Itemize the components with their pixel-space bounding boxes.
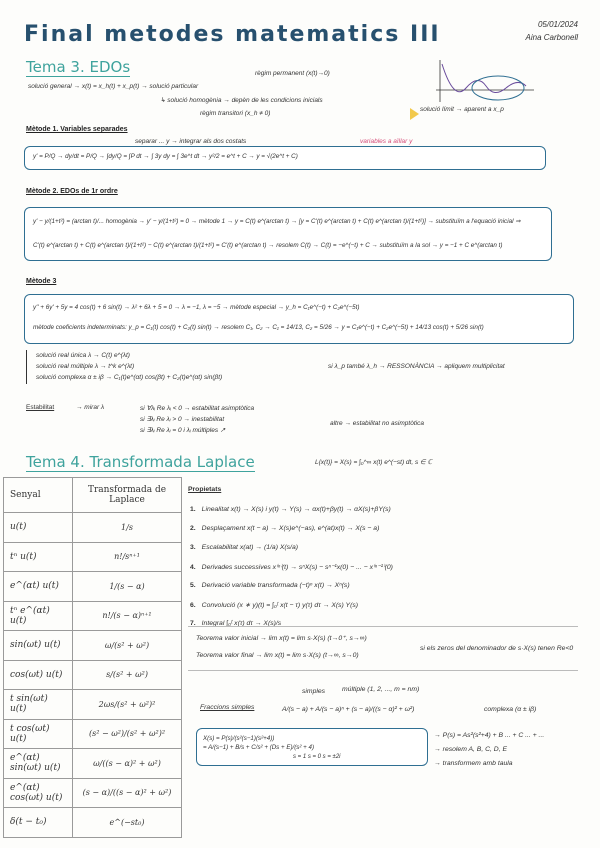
signal-cell: e^(αt) u(t) <box>4 572 73 602</box>
property-text: Escalabilitat x(at) → (1/a) X(s/a) <box>201 544 298 551</box>
page-title: Final metodes matematics III <box>24 22 441 47</box>
property-num: 7. <box>190 620 196 627</box>
table-row <box>4 631 182 661</box>
fraccions-complexa: complexa (α ± iβ) <box>484 706 537 713</box>
table-row <box>4 778 182 808</box>
fraction-lhs: X(s) = P(s)/(s²(s−1)(s²+4)) <box>203 735 275 742</box>
solucio-homogenia: ↳ solució homogènia → depèn de les condicions inicials <box>160 97 323 104</box>
header-transformada: Transformada de Laplace <box>73 478 182 513</box>
table-row <box>4 542 182 572</box>
method1-note2: variables a aïllar y <box>360 138 413 145</box>
method1-note: separar ... y → integrar als dos costats <box>135 138 247 145</box>
method3-label: Mètode 3 <box>26 278 57 285</box>
estab-case-3: si ∃λᵢ Re λᵢ = 0 i λᵢ múltiples ↗ <box>140 427 226 434</box>
teorema-final: Teorema valor final → lim x(t) = lim s·X(s) (t→∞, s→0) <box>196 652 359 659</box>
transform-cell: 1/(s − α) <box>73 572 182 602</box>
author: Aina Carbonell <box>525 33 578 42</box>
estab-case-2: si ∃λᵢ Re λᵢ > 0 → inestabilitat <box>140 416 225 423</box>
table-row <box>4 572 182 602</box>
property-num: 1. <box>190 506 196 513</box>
root-case-2: solució real múltiple λ → t^k e^(λt) <box>36 363 135 370</box>
table-row <box>4 660 182 690</box>
divider <box>188 670 578 671</box>
estabilitat-label: Estabilitat <box>26 404 55 411</box>
tema3-title <box>26 58 130 76</box>
root-case-1: solució real única λ → C(t) e^(λt) <box>36 352 130 359</box>
date: 05/01/2024 <box>537 20 578 29</box>
signal-cell: t sin(ωt) u(t) <box>4 690 73 720</box>
property-text: Linealitat x(t) → X(s) i y(t) → Y(s) → αx(t)+βy(t) → αX(s)+βY(s) <box>201 506 391 513</box>
method1-label: Mètode 1. Variables separades <box>26 126 128 133</box>
laplace-definition: L{x(t)} = X(s) = ∫₀^∞ x(t) e^(−st) dt, s ∈ ℂ <box>315 459 433 466</box>
property-text: Integral ∫₀ᵗ x(τ) dτ → X(s)/s <box>201 620 282 627</box>
signal-cell: e^(αt) cos(ωt) u(t) <box>4 778 73 808</box>
header-senyal: Senyal <box>4 478 73 513</box>
method2-label: Mètode 2. EDOs de 1r ordre <box>26 188 118 195</box>
fraccions-multiple: múltiple (1, 2, ..., m = nm) <box>342 686 420 693</box>
table-row <box>4 749 182 779</box>
method2-line2: C'(t) e^(arctan t) + C(t) e^(arctan t)/(1+t²) − C(t) e^(arctan t)/(1+t²) = C'(t) e^(arctan t) → resolem C(t) → C(t) = −e^(−t) + C → substituïm a la sol → y = −1 + C e^(arctan t) <box>33 242 503 249</box>
property-text: Desplaçament x(t − a) → X(s)e^(−as), e^(at)x(t) → X(s − a) <box>201 525 380 532</box>
fraction-rhs: = A/(s−1) + B/s + C/s² + (Ds + E)/(s² + 4) <box>203 744 315 751</box>
signal-cell: e^(αt) sin(ωt) u(t) <box>4 749 73 779</box>
fraction-denoms: s = 1 s = 0 s = ±2i <box>293 754 341 760</box>
signal-cell: cos(ωt) u(t) <box>4 660 73 690</box>
property-text: Derivació variable transformada (−t)ⁿ x(t) → Xⁿ(s) <box>201 582 350 589</box>
solucio-general: solució general → x(t) = x_h(t) + x_p(t) → solució particular <box>28 83 199 90</box>
table-row <box>4 513 182 543</box>
estabilitat-note: altre → estabilitat no asimptòtica <box>330 420 424 427</box>
signal-cell: u(t) <box>4 513 73 543</box>
table-row <box>4 690 182 720</box>
table-row <box>4 601 182 631</box>
signal-cell: δ(t − t₀) <box>4 808 73 838</box>
property-6 <box>190 601 358 609</box>
transform-cell: n!/sⁿ⁺¹ <box>73 542 182 572</box>
method3-line2: mètode coeficients indeterminats: y_p = C₁(t) cos(t) + C₂(t) sin(t) → resolem C₁, C₂ → C₁ = 14/13, C₂ = 5/26 → y = C₁e^(−t) + C₂e^(−5t) + 14/13 cos(t) + 5/26 sin(t) <box>33 324 484 331</box>
teorema-final-note: si els zeros del denominador de s·X(s) tenen Re<0 <box>420 645 574 652</box>
transform-cell: s/(s² + ω²) <box>73 660 182 690</box>
property-text: Convolució (x ∗ y)(t) = ∫₀ᵗ x(t − τ) y(τ) dτ → X(s) Y(s) <box>201 602 359 609</box>
laplace-table <box>3 477 182 838</box>
graph-note: solució límit → aparent a x_p <box>420 106 504 113</box>
property-5 <box>190 582 350 589</box>
tema3-title-text: Tema 3. EDOs <box>26 58 131 76</box>
table-row <box>4 719 182 749</box>
highlight-arrow-icon <box>410 108 419 120</box>
final-note-1: → P(s) = As²(s²+4) + B ... + C ... + ... <box>434 732 545 739</box>
signal-cell: tⁿ e^(αt) u(t) <box>4 601 73 631</box>
regim-permanent: règim permanent (x(t)→0) <box>255 70 330 77</box>
transform-cell: (s² − ω²)/(s² + ω²)² <box>73 719 182 749</box>
fraccions-simple: simples <box>302 688 326 695</box>
transform-cell: ω/((s − α)² + ω²) <box>73 749 182 779</box>
signal-cell: tⁿ u(t) <box>4 542 73 572</box>
table-row <box>4 808 182 838</box>
resonance-note: si λ_p també λ_h → RESSONÀNCIA → apliquem multiplicitat <box>328 363 505 370</box>
divider <box>188 626 578 627</box>
method2-line1: y' − y/(1+t²) = (arctan t)/... homogènia → y' − y/(1+t²) = 0 → mètode 1 → y = C(t) e^(arctan t) → [y = C'(t) e^(arctan t) + C(t) e^(arctan t)/(1+t²)] → substituïm a l'equació inicial ⇒ <box>33 218 521 225</box>
transform-cell: e^(−st₀) <box>73 808 182 838</box>
fraccions-label: Fraccions simples <box>200 704 255 711</box>
method1-box <box>24 146 546 170</box>
property-text: Derivades successives x⁽ⁿ⁾(t) → sⁿX(s) − sⁿ⁻¹x(0) − ... − x⁽ⁿ⁻¹⁾(0) <box>201 564 393 571</box>
fraccions-terms: A/(s − a) + A/(s − a)ⁿ + (s − a)/((s − α)² + ω²) <box>282 706 415 713</box>
regim-transitori: règim transitori (x_h ≠ 0) <box>200 110 271 117</box>
tema4-title <box>26 453 255 471</box>
table-header-row <box>4 478 182 513</box>
method1-equation: y' = P/Q → dy/dt = P/Q → ∫dy/Q = ∫P dt → ∫ 3y dy = ∫ 3e^t dt → y²/2 = e^t + C → y = √(2e^t + C) <box>33 153 298 160</box>
estabilitat-lead: → mirar λ <box>76 404 105 411</box>
transform-cell: ω/(s² + ω²) <box>73 631 182 661</box>
fraccions-example-box <box>196 728 428 766</box>
final-note-3: → transformem amb taula <box>434 760 513 767</box>
property-num: 6. <box>190 602 196 609</box>
final-note-2: → resolem A, B, C, D, E <box>434 746 508 753</box>
transform-cell: 1/s <box>73 513 182 543</box>
method3-box <box>24 294 574 344</box>
property-num: 5. <box>190 582 196 589</box>
property-2 <box>190 525 379 532</box>
property-num: 2. <box>190 525 196 532</box>
property-4 <box>190 563 393 571</box>
estab-case-1: si ∀λᵢ Re λᵢ < 0 → estabilitat asimptòtica <box>140 405 255 412</box>
transform-cell: n!/(s − α)ⁿ⁺¹ <box>73 601 182 631</box>
response-graph-icon <box>434 58 544 108</box>
teorema-inicial: Teorema valor inicial → lim x(t) = lim s·X(s) (t→0⁺, s→∞) <box>196 635 367 642</box>
method2-box <box>24 207 552 261</box>
transform-cell: 2ωs/(s² + ω²)² <box>73 690 182 720</box>
property-1 <box>190 506 391 513</box>
signal-cell: sin(ωt) u(t) <box>4 631 73 661</box>
transform-cell: (s − α)/((s − α)² + ω²) <box>73 778 182 808</box>
tema4-title-text: Tema 4. Transformada Laplace <box>26 453 255 471</box>
property-num: 4. <box>190 564 196 571</box>
signal-cell: t cos(ωt) u(t) <box>4 719 73 749</box>
property-num: 3. <box>190 544 196 551</box>
root-cases-bracket <box>26 350 30 384</box>
property-3 <box>190 544 298 551</box>
propietats-title: Propietats <box>188 486 222 493</box>
method3-line1: y'' + 6y' + 5y = 4 cos(t) + 6 sin(t) → λ² + 6λ + 5 = 0 → λ = −1, λ = −5 → mètode especial → y_h = C₁e^(−t) + C₂e^(−5t) <box>33 304 360 311</box>
root-case-3: solució complexa α ± iβ → C₁(t)e^(αt) cos(βt) + C₂(t)e^(αt) sin(βt) <box>36 374 223 381</box>
